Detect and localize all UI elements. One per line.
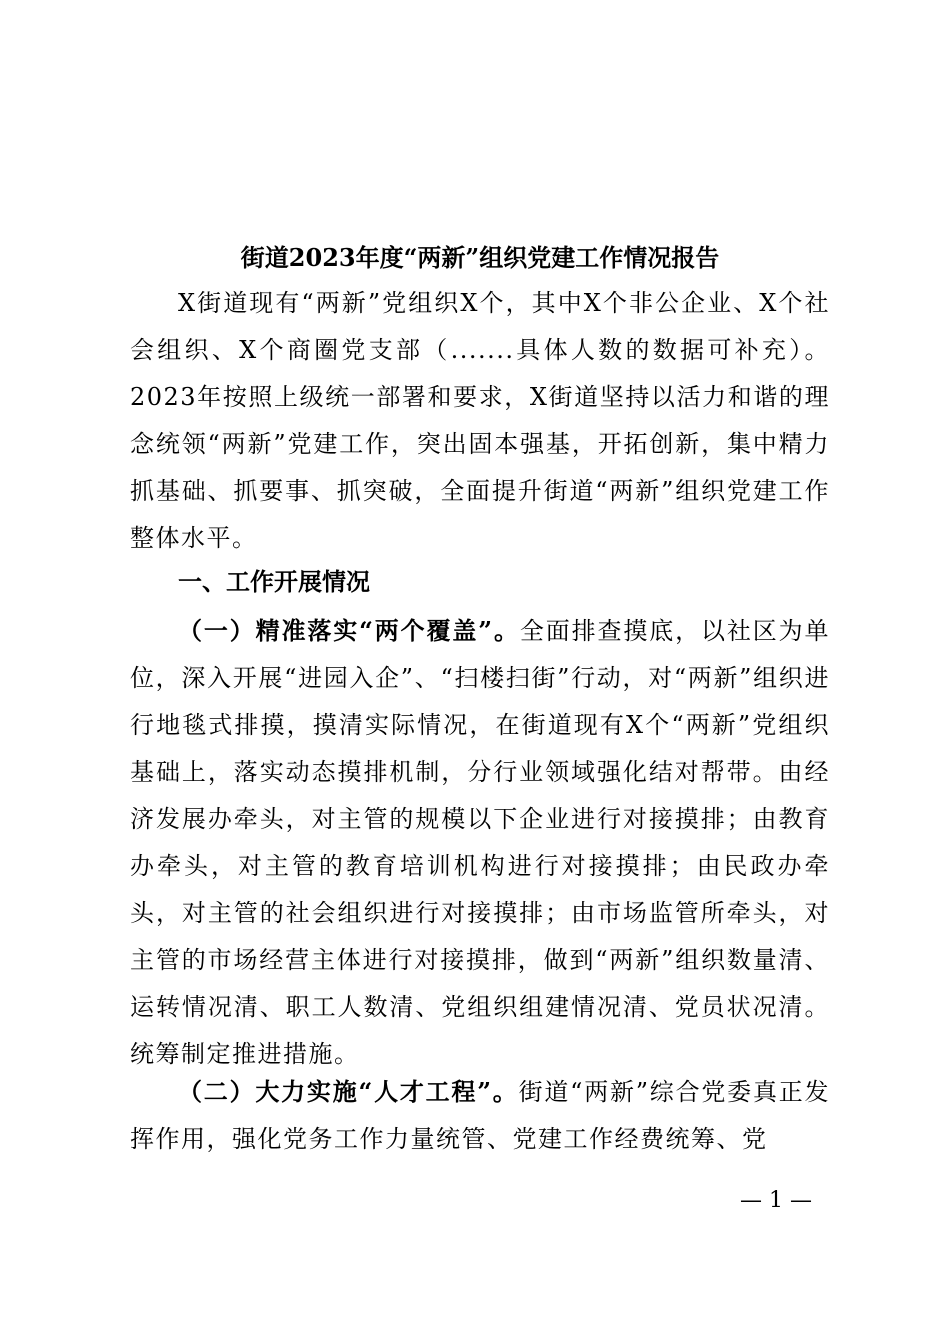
paragraph-item-2	[130, 1068, 830, 1163]
item-1-body: 全面排查摸底，以社区为单位，深入开展“进园入企”、“扫楼扫街”行动，对“两新”组织进行地毯式排摸，摸清实际情况，在街道现有X个“两新”党组织基础上，落实动态摸排机制，分行业领域强化结对帮带。由经济发展办牵头，对主管的规模以下企业进行对接摸排；由教育办牵头，对主管的教育培训机构进行对接摸排；由民政办牵头，对主管的社会组织进行对接摸排；由市场监管所牵头，对主管的市场经营主体进行对接摸排，做到“两新”组织数量清、运转情况清、职工人数清、党组织组建情况清、党员状况清。统筹制定推进措施。	[130, 617, 831, 1068]
page-number: — 1 —	[740, 1188, 812, 1213]
intro-paragraph: X街道现有“两新”党组织X个，其中X个非公企业、X个社会组织、X个商圈党支部（.......具体人数的数据可补充）。2023年按照上级统一部署和要求，X街道坚持以活力和谐的理念统领“两新”党建工作，突出固本强基，开拓创新，集中精力抓基础、抓要事、抓突破，全面提升街道“两新”组织党建工作整体水平。	[130, 289, 830, 552]
section-heading-work-progress: 一、工作开展情况	[178, 568, 370, 596]
item-1-lead: （一）精准落实“两个覆盖”。	[178, 616, 520, 645]
paragraph-item-1	[130, 607, 830, 1078]
item-2-lead: （二）大力实施“人才工程”。	[178, 1077, 519, 1106]
document-title: 街道2023年度“两新”组织党建工作情况报告	[240, 243, 720, 272]
item-2-body: 街道“两新”综合党委真正发挥作用，强化党务工作力量统管、党建工作经费统筹、党	[130, 1078, 831, 1153]
